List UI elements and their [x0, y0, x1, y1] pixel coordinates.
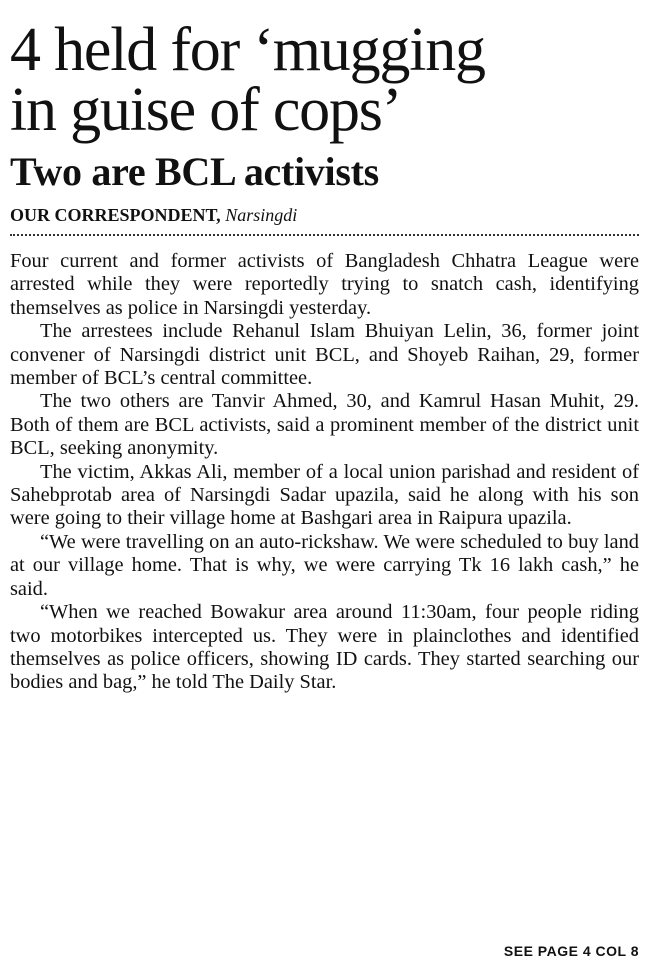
subheadline: Two are BCL activists	[10, 149, 379, 194]
paragraph: The two others are Tanvir Ahmed, 30, and Kamrul Hasan Muhit, 29. Both of them are BCL activists, said a prominent member of the district unit BCL, seeking anonymity.	[10, 390, 639, 460]
paragraph: Four current and former activists of Bangladesh Chhatra League were arrested while they were reportedly trying to snatch cash, identifying themselves as police in Narsingdi yesterday.	[10, 250, 639, 319]
dotted-divider	[10, 234, 639, 236]
paragraph: “When we reached Bowakur area around 11:30am, four people riding two motorbikes intercepted us. They were in plainclothes and identified themselves as police officers, showing ID cards. They started searching our bodies and bag,” he told The Daily Star.	[10, 601, 639, 694]
continuation-note: SEE PAGE 4 COL 8	[503, 943, 639, 959]
headline-line-2: in guise of cops’	[10, 76, 402, 144]
headline-line-1: 4 held for ‘mugging	[10, 16, 485, 84]
byline	[10, 204, 639, 226]
byline-location: Narsingdi	[225, 205, 298, 225]
news-article	[10, 16, 639, 695]
paragraph: The victim, Akkas Ali, member of a local union parishad and resident of Sahebprotab area of Narsingdi Sadar upazila, said he along with his son were going to their village home at Bashgari area in Raipura upazila.	[10, 460, 639, 530]
paragraph: The arrestees include Rehanul Islam Bhuiyan Lelin, 36, former joint convener of Narsingdi district unit BCL, and Shoyeb Raihan, 29, former member of BCL’s central committee.	[10, 320, 639, 390]
article-body	[10, 250, 639, 695]
headline	[10, 16, 639, 144]
paragraph: “We were travelling on an auto-rickshaw. We were scheduled to buy land at our village home. That is why, we were carrying Tk 16 lakh cash,” he said.	[10, 530, 639, 600]
byline-author: OUR CORRESPONDENT,	[10, 205, 221, 225]
